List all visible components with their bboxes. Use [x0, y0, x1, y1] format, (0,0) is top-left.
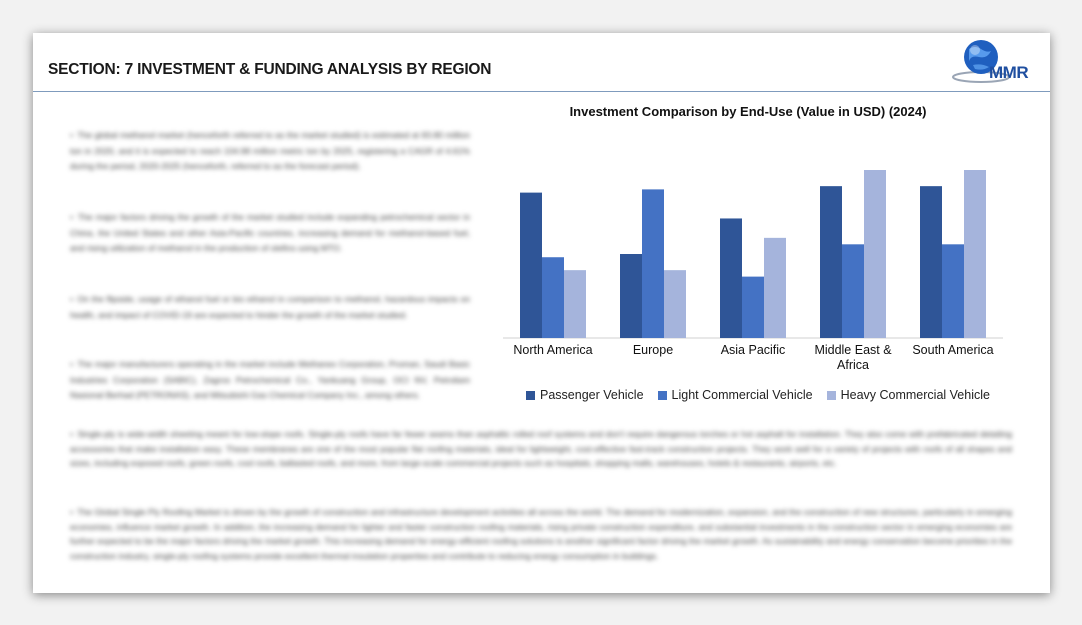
bar-light-commercial-vehicle-3: [842, 244, 864, 338]
bar-passenger-vehicle-3: [820, 186, 842, 338]
bar-chart: [493, 153, 1013, 383]
page-title: SECTION: 7 INVESTMENT & FUNDING ANALYSIS BY REGION: [48, 61, 492, 78]
paragraph-1: ▪ The global methanol market (henceforth referred to as the market studied) is estimated at 83.80 million ton in 2020, and it is expected to reach 104.98 million metric ton by 2025, registering a CAGR of 4.61% during the period, 2020-2025 (henceforth, referred to as the forecast period).: [70, 130, 470, 171]
bar-light-commercial-vehicle-4: [942, 244, 964, 338]
logo: [951, 37, 1050, 87]
bar-heavy-commercial-vehicle-1: [664, 270, 686, 338]
bar-passenger-vehicle-1: [620, 254, 642, 338]
bar-heavy-commercial-vehicle-2: [764, 238, 786, 338]
paragraph-2: ▪ The major factors driving the growth of the market studied include expanding petrochemical sector in China, the United States and other Asia-Pacific countries, increasing demand for methanol-based fuel, and rising utilization of methanol in the production of olefins using MTO.: [70, 212, 470, 253]
bar-heavy-commercial-vehicle-3: [864, 170, 886, 338]
chart-title: Investment Comparison by End-Use (Value in USD) (2024): [569, 104, 927, 119]
paragraph-5: ▪ Single-ply is wide-width sheeting meant for low-slope roofs. Single-ply roofs have far fewer seams than asphaltic rolled roof systems and don't require dangerous torches or hot asphalt for installation. They also come with prefabricated detailing accessories that make installation easy. These membranes are one of the most popular flat roofing materials, ideal for lightweight, cost-effective fast-track construction projects. They work well for a variety of projects with roofs of all shapes and sizes, including exposed roofs, green roofs, cool roofs, ballasted roofs, and more, from large-scale commercial projects such as hospitals, shopping malls, warehouses, hotels & restaurants, airports, etc.: [70, 429, 1012, 468]
bar-light-commercial-vehicle-1: [642, 189, 664, 338]
bar-heavy-commercial-vehicle-4: [964, 170, 986, 338]
bar-light-commercial-vehicle-2: [742, 277, 764, 338]
x-tick-label: Asia Pacific: [720, 343, 786, 357]
x-tick-label: North America: [513, 343, 593, 357]
legend-swatch: [827, 391, 836, 400]
legend-item: [526, 388, 644, 402]
bar-light-commercial-vehicle-0: [542, 257, 564, 338]
legend-label: Passenger Vehicle: [540, 388, 644, 402]
paragraph-3: ▪ On the flipside, usage of ethanol fuel or bio ethanol in comparison to methanol, hazardous impacts on health, and impact of COVID-19 are expected to hinder the growth of the market studied.: [70, 294, 470, 320]
legend-swatch: [526, 391, 535, 400]
legend-label: Light Commercial Vehicle: [671, 388, 813, 402]
bar-passenger-vehicle-4: [920, 186, 942, 338]
legend-item: [827, 388, 990, 402]
paragraph-6: ▪ The Global Single Ply Roofing Market is driven by the growth of construction and infrastructure development activities all across the world. The demand for modernization, expansion, and the construction of new structures, particularly in emerging economies, influence market growth. In addition, the increasing demand for lighter and faster construction roofing materials, rising private construction expenditure, and substantial investments in the construction sector in emerging economies are further expected to be the major factors driving the market growth. This increasing demand for energy-efficient roofing solutions is another significant factor driving the market growth. As sustainability and energy conservation become priorities in the construction industry, single-ply roofing systems provide excellent thermal insulation properties and contribute to reducing energy consumption in buildings.: [70, 507, 1012, 561]
x-tick-label: South America: [912, 343, 994, 357]
slide: [33, 33, 1050, 593]
header-divider: [33, 91, 1050, 92]
x-tick-label: Middle East &: [814, 343, 892, 357]
chart-legend: [526, 388, 990, 402]
legend-swatch: [658, 391, 667, 400]
legend-item: [658, 388, 813, 402]
bar-heavy-commercial-vehicle-0: [564, 270, 586, 338]
x-tick-label: Africa: [837, 358, 869, 372]
paragraph-4: ▪ The major manufacturers operating in the market include Methanex Corporation, Proman, Saudi Basic Industries Corporation (SABIC), Zagros Petrochemical Co., Yankuang Group, OCI NV, Petroliam Nasional Berhad (PETRONAS), and Mitsubishi Gas Chemical Company Inc., among others.: [70, 359, 470, 400]
bar-passenger-vehicle-0: [520, 193, 542, 338]
logo-text: MMR: [989, 63, 1029, 82]
x-tick-label: Europe: [632, 343, 674, 357]
bar-passenger-vehicle-2: [720, 218, 742, 338]
legend-label: Heavy Commercial Vehicle: [840, 388, 990, 402]
